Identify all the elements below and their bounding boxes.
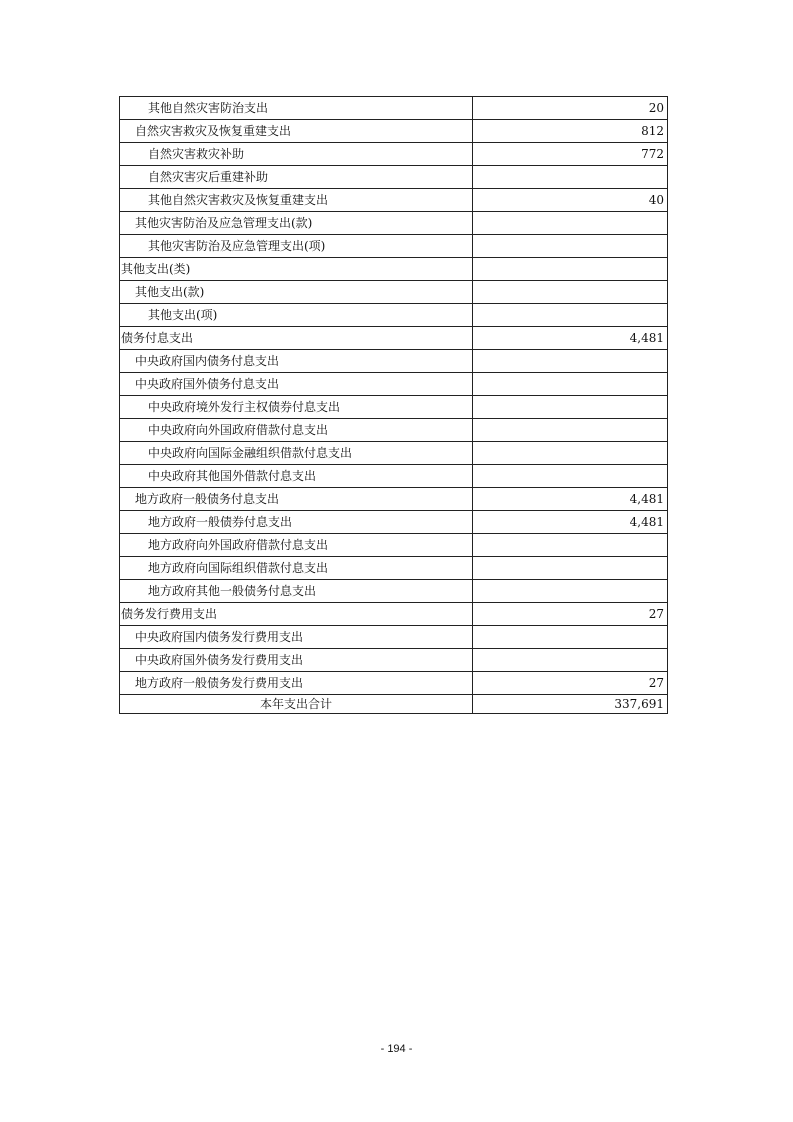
table-row (120, 603, 668, 626)
row-label: 中央政府其他国外借款付息支出 (120, 465, 473, 488)
table-row (120, 465, 668, 488)
row-label: 中央政府境外发行主权债券付息支出 (120, 396, 473, 419)
row-value: 27 (473, 603, 668, 626)
row-value (473, 373, 668, 396)
row-label: 中央政府国外债务发行费用支出 (120, 649, 473, 672)
table-row (120, 258, 668, 281)
row-label: 地方政府一般债券付息支出 (120, 511, 473, 534)
row-label: 其他自然灾害救灾及恢复重建支出 (120, 189, 473, 212)
row-label: 地方政府向国际组织借款付息支出 (120, 557, 473, 580)
table-row (120, 557, 668, 580)
table-row (120, 166, 668, 189)
row-value: 4,481 (473, 488, 668, 511)
row-value (473, 419, 668, 442)
table-row (120, 212, 668, 235)
table-row (120, 580, 668, 603)
row-label: 中央政府国内债务付息支出 (120, 350, 473, 373)
total-row (120, 695, 668, 714)
row-label: 其他支出(类) (120, 258, 473, 281)
row-value (473, 258, 668, 281)
table-row (120, 281, 668, 304)
row-value (473, 580, 668, 603)
row-label: 地方政府向外国政府借款付息支出 (120, 534, 473, 557)
row-value: 772 (473, 143, 668, 166)
table-row (120, 327, 668, 350)
row-label: 自然灾害灾后重建补助 (120, 166, 473, 189)
row-value: 20 (473, 97, 668, 120)
row-value (473, 281, 668, 304)
row-label: 中央政府国内债务发行费用支出 (120, 626, 473, 649)
row-label: 债务付息支出 (120, 327, 473, 350)
row-label: 地方政府一般债务发行费用支出 (120, 672, 473, 695)
row-value: 4,481 (473, 511, 668, 534)
row-label: 其他支出(款) (120, 281, 473, 304)
row-label: 其他灾害防治及应急管理支出(项) (120, 235, 473, 258)
table-row (120, 97, 668, 120)
table-row (120, 442, 668, 465)
total-label: 本年支出合计 (120, 695, 473, 714)
row-value (473, 212, 668, 235)
table-body (120, 97, 668, 695)
row-value (473, 304, 668, 327)
row-value (473, 235, 668, 258)
table-row (120, 419, 668, 442)
page-number: - 194 - (380, 1043, 413, 1055)
row-value (473, 350, 668, 373)
table-row (120, 189, 668, 212)
row-value (473, 534, 668, 557)
row-value (473, 649, 668, 672)
table-row (120, 488, 668, 511)
row-label: 其他支出(项) (120, 304, 473, 327)
row-value (473, 442, 668, 465)
row-value (473, 166, 668, 189)
row-value: 27 (473, 672, 668, 695)
row-label: 自然灾害救灾及恢复重建支出 (120, 120, 473, 143)
row-label: 地方政府其他一般债务付息支出 (120, 580, 473, 603)
row-value (473, 465, 668, 488)
row-value (473, 396, 668, 419)
row-value (473, 626, 668, 649)
row-value: 4,481 (473, 327, 668, 350)
row-label: 债务发行费用支出 (120, 603, 473, 626)
table-row (120, 120, 668, 143)
table-row (120, 304, 668, 327)
row-value: 812 (473, 120, 668, 143)
table-row (120, 373, 668, 396)
row-label: 地方政府一般债务付息支出 (120, 488, 473, 511)
budget-expenditure-table (119, 96, 668, 714)
table-row (120, 511, 668, 534)
row-label: 其他灾害防治及应急管理支出(款) (120, 212, 473, 235)
table-row (120, 143, 668, 166)
row-label: 自然灾害救灾补助 (120, 143, 473, 166)
table-row (120, 350, 668, 373)
row-label: 中央政府向外国政府借款付息支出 (120, 419, 473, 442)
table-row (120, 396, 668, 419)
table-row (120, 235, 668, 258)
row-value (473, 557, 668, 580)
row-value: 40 (473, 189, 668, 212)
row-label: 中央政府向国际金融组织借款付息支出 (120, 442, 473, 465)
table-row (120, 626, 668, 649)
table-row (120, 649, 668, 672)
total-value: 337,691 (473, 695, 668, 714)
table-row (120, 534, 668, 557)
row-label: 其他自然灾害防治支出 (120, 97, 473, 120)
row-label: 中央政府国外债务付息支出 (120, 373, 473, 396)
table-row (120, 672, 668, 695)
